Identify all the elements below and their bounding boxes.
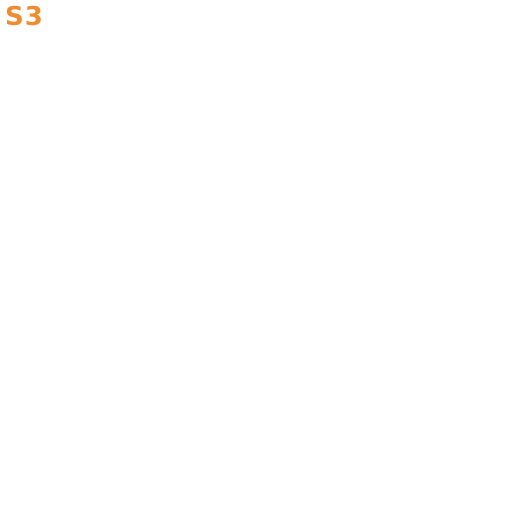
- s3-logo: S3: [5, 2, 44, 32]
